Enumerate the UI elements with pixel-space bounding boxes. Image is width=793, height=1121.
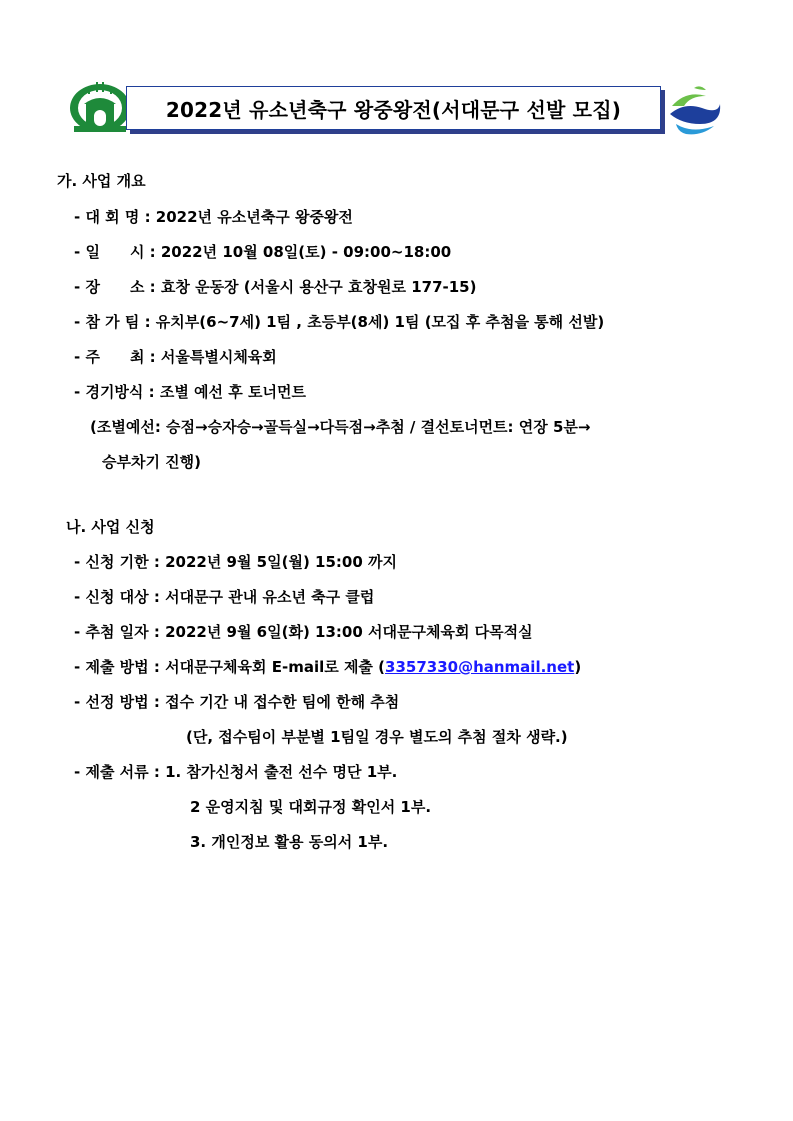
- apply-line-target: - 신청 대상 : 서대문구 관내 유소년 축구 클럽: [74, 588, 375, 606]
- page-title: 2022년 유소년축구 왕중왕전(서대문구 선발 모집): [165, 97, 622, 122]
- submit-method-text: - 제출 방법 : 서대문구체육회 E-mail로 제출 (: [74, 658, 386, 676]
- seodaemun-emblem-icon: [68, 78, 132, 134]
- apply-line-deadline: - 신청 기한 : 2022년 9월 5일(월) 15:00 까지: [74, 553, 397, 571]
- apply-line-submit-method: [74, 657, 581, 677]
- info-line-format-detail-2: 승부차기 진행): [102, 453, 202, 471]
- apply-line-documents-2: 2 운영지침 및 대회규정 확인서 1부.: [190, 798, 432, 816]
- info-line-host: - 주 최 : 서울특별시체육회: [74, 348, 277, 366]
- info-line-format: - 경기방식 : 조별 예선 후 토너먼트: [74, 383, 306, 401]
- apply-line-documents-3: 3. 개인정보 활용 동의서 1부.: [190, 833, 389, 851]
- submit-method-close: ): [574, 658, 582, 676]
- info-line-teams: - 참 가 팀 : 유치부(6~7세) 1팀 , 초등부(8세) 1팀 (모집 후 추첨을 통해 선발): [74, 313, 605, 331]
- header: [0, 0, 793, 160]
- title-box: [126, 86, 661, 130]
- seodaemun-symbol-icon: [666, 84, 724, 136]
- section-heading-application: 나. 사업 신청: [66, 518, 155, 536]
- info-line-venue: - 장 소 : 효창 운동장 (서울시 용산구 효창원로 177-15): [74, 278, 477, 296]
- info-line-date: - 일 시 : 2022년 10월 08일(토) - 09:00~18:00: [74, 243, 452, 261]
- apply-line-selection-note: (단, 접수팀이 부분별 1팀일 경우 별도의 추첨 절차 생략.): [186, 728, 568, 746]
- section-heading-overview: 가. 사업 개요: [57, 172, 146, 190]
- info-line-format-detail: (조별예선: 승점→승자승→골득실→다득점→추첨 / 결선토너먼트: 연장 5분→: [90, 418, 591, 436]
- apply-line-draw-date: - 추첨 일자 : 2022년 9월 6일(화) 13:00 서대문구체육회 다목적실: [74, 623, 533, 641]
- apply-line-documents: - 제출 서류 : 1. 참가신청서 출전 선수 명단 1부.: [74, 763, 398, 781]
- info-line-event-name: - 대 회 명 : 2022년 유소년축구 왕중왕전: [74, 208, 353, 226]
- email-link[interactable]: 3357330@hanmail.net: [385, 658, 575, 676]
- apply-line-selection: - 선정 방법 : 접수 기간 내 접수한 팀에 한해 추첨: [74, 693, 400, 711]
